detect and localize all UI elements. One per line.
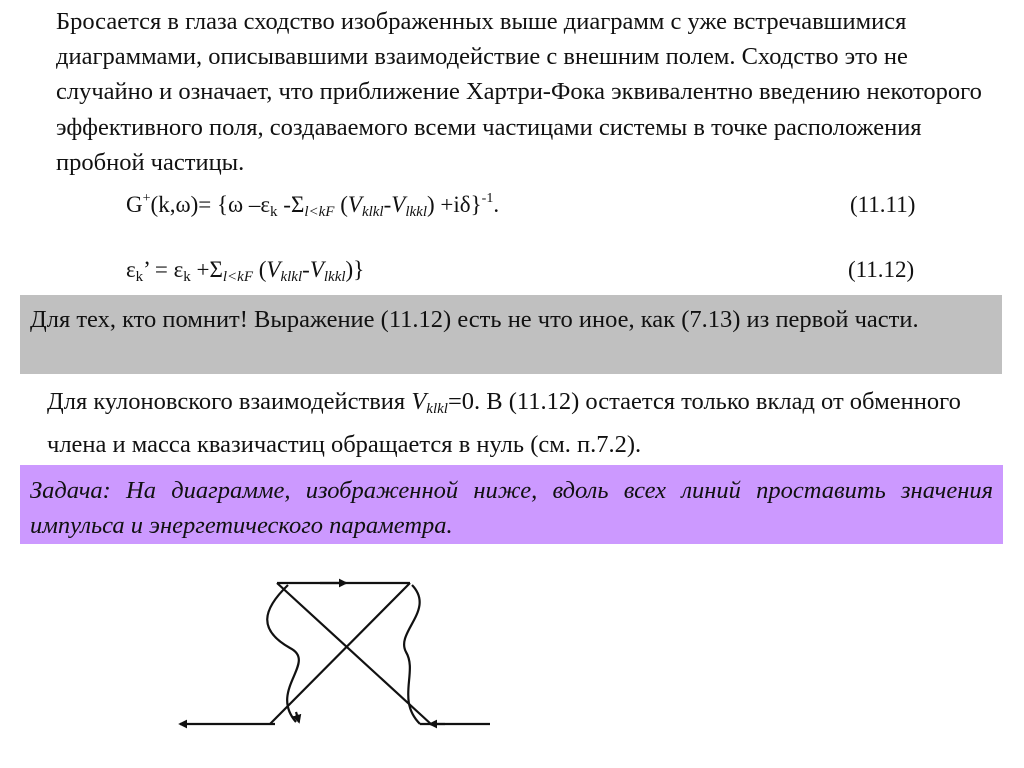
equation-number: (11.11) — [850, 192, 916, 217]
remark-text: Для тех, кто помнит! Выражение (11.12) есть не что иное, как (7.13) из первой части. — [30, 306, 919, 333]
formula-text: ( — [253, 257, 267, 282]
formula-text: (k,ω)= {ω –ε — [150, 192, 271, 217]
equation-number: (11.12) — [848, 257, 915, 282]
formula-subscript: klkl — [361, 204, 384, 220]
formula-subscript: l<kF — [304, 204, 335, 220]
intro-paragraph: Бросается в глаза сходство изображенных выше диаграмм с уже встречавшимися диаграммами, описывавшими взаимодействие с внешним полем. Сходство это не случайно и означает, что приближение Хартри-Фока эквивалентно введению некоторого эффективного поля, создаваемого всеми частицами системы в точке расположения пробной частицы. — [56, 8, 982, 176]
formula-superscript: + — [142, 191, 151, 206]
diagram-arrow-left-wavy — [296, 712, 299, 722]
formula-variable: V — [411, 388, 427, 415]
formula-variable: V — [391, 192, 406, 217]
formula-subscript: k — [183, 269, 191, 285]
diagram-line-cross-2 — [270, 583, 410, 724]
formula-subscript: lkkl — [405, 204, 427, 220]
coulomb-text: =0. В (11.12) остается только вклад от обменного члена и масса квазичастиц обращается в нуль (см. п.7.2). — [47, 388, 961, 458]
formula-text: ε — [126, 257, 136, 282]
formula-text: . — [493, 192, 500, 217]
formula-text: G — [126, 192, 143, 217]
diagram-wavy-left — [267, 585, 299, 722]
formula-variable: V — [266, 257, 281, 282]
formula-superscript: -1 — [481, 191, 494, 206]
task-text: Задача: На диаграмме, изображенной ниже, вдоль всех линий проставить значения импульса и энергетического параметра. — [30, 477, 993, 539]
formula-variable: V — [347, 192, 362, 217]
formula-text: +Σ — [190, 257, 223, 282]
formula-text: - — [302, 257, 310, 282]
formula-subscript: lkkl — [323, 269, 346, 285]
diagram-wavy-right — [404, 585, 420, 724]
formula-subscript: k — [270, 204, 278, 220]
coulomb-text: Для кулоновского взаимодействия — [47, 388, 412, 415]
formula-subscript: klkl — [280, 269, 303, 285]
formula-text: ) +iδ} — [427, 192, 482, 217]
formula-text: - — [383, 192, 392, 217]
formula-subscript: klkl — [426, 401, 448, 417]
formula-text: ’ = ε — [143, 257, 184, 282]
formula-text: )} — [345, 257, 365, 282]
formula-variable: V — [309, 257, 324, 282]
formula-text: -Σ — [277, 192, 305, 217]
formula-subscript: l<kF — [222, 269, 253, 285]
formula-text: ( — [334, 192, 348, 217]
formula-subscript: k — [135, 269, 144, 285]
